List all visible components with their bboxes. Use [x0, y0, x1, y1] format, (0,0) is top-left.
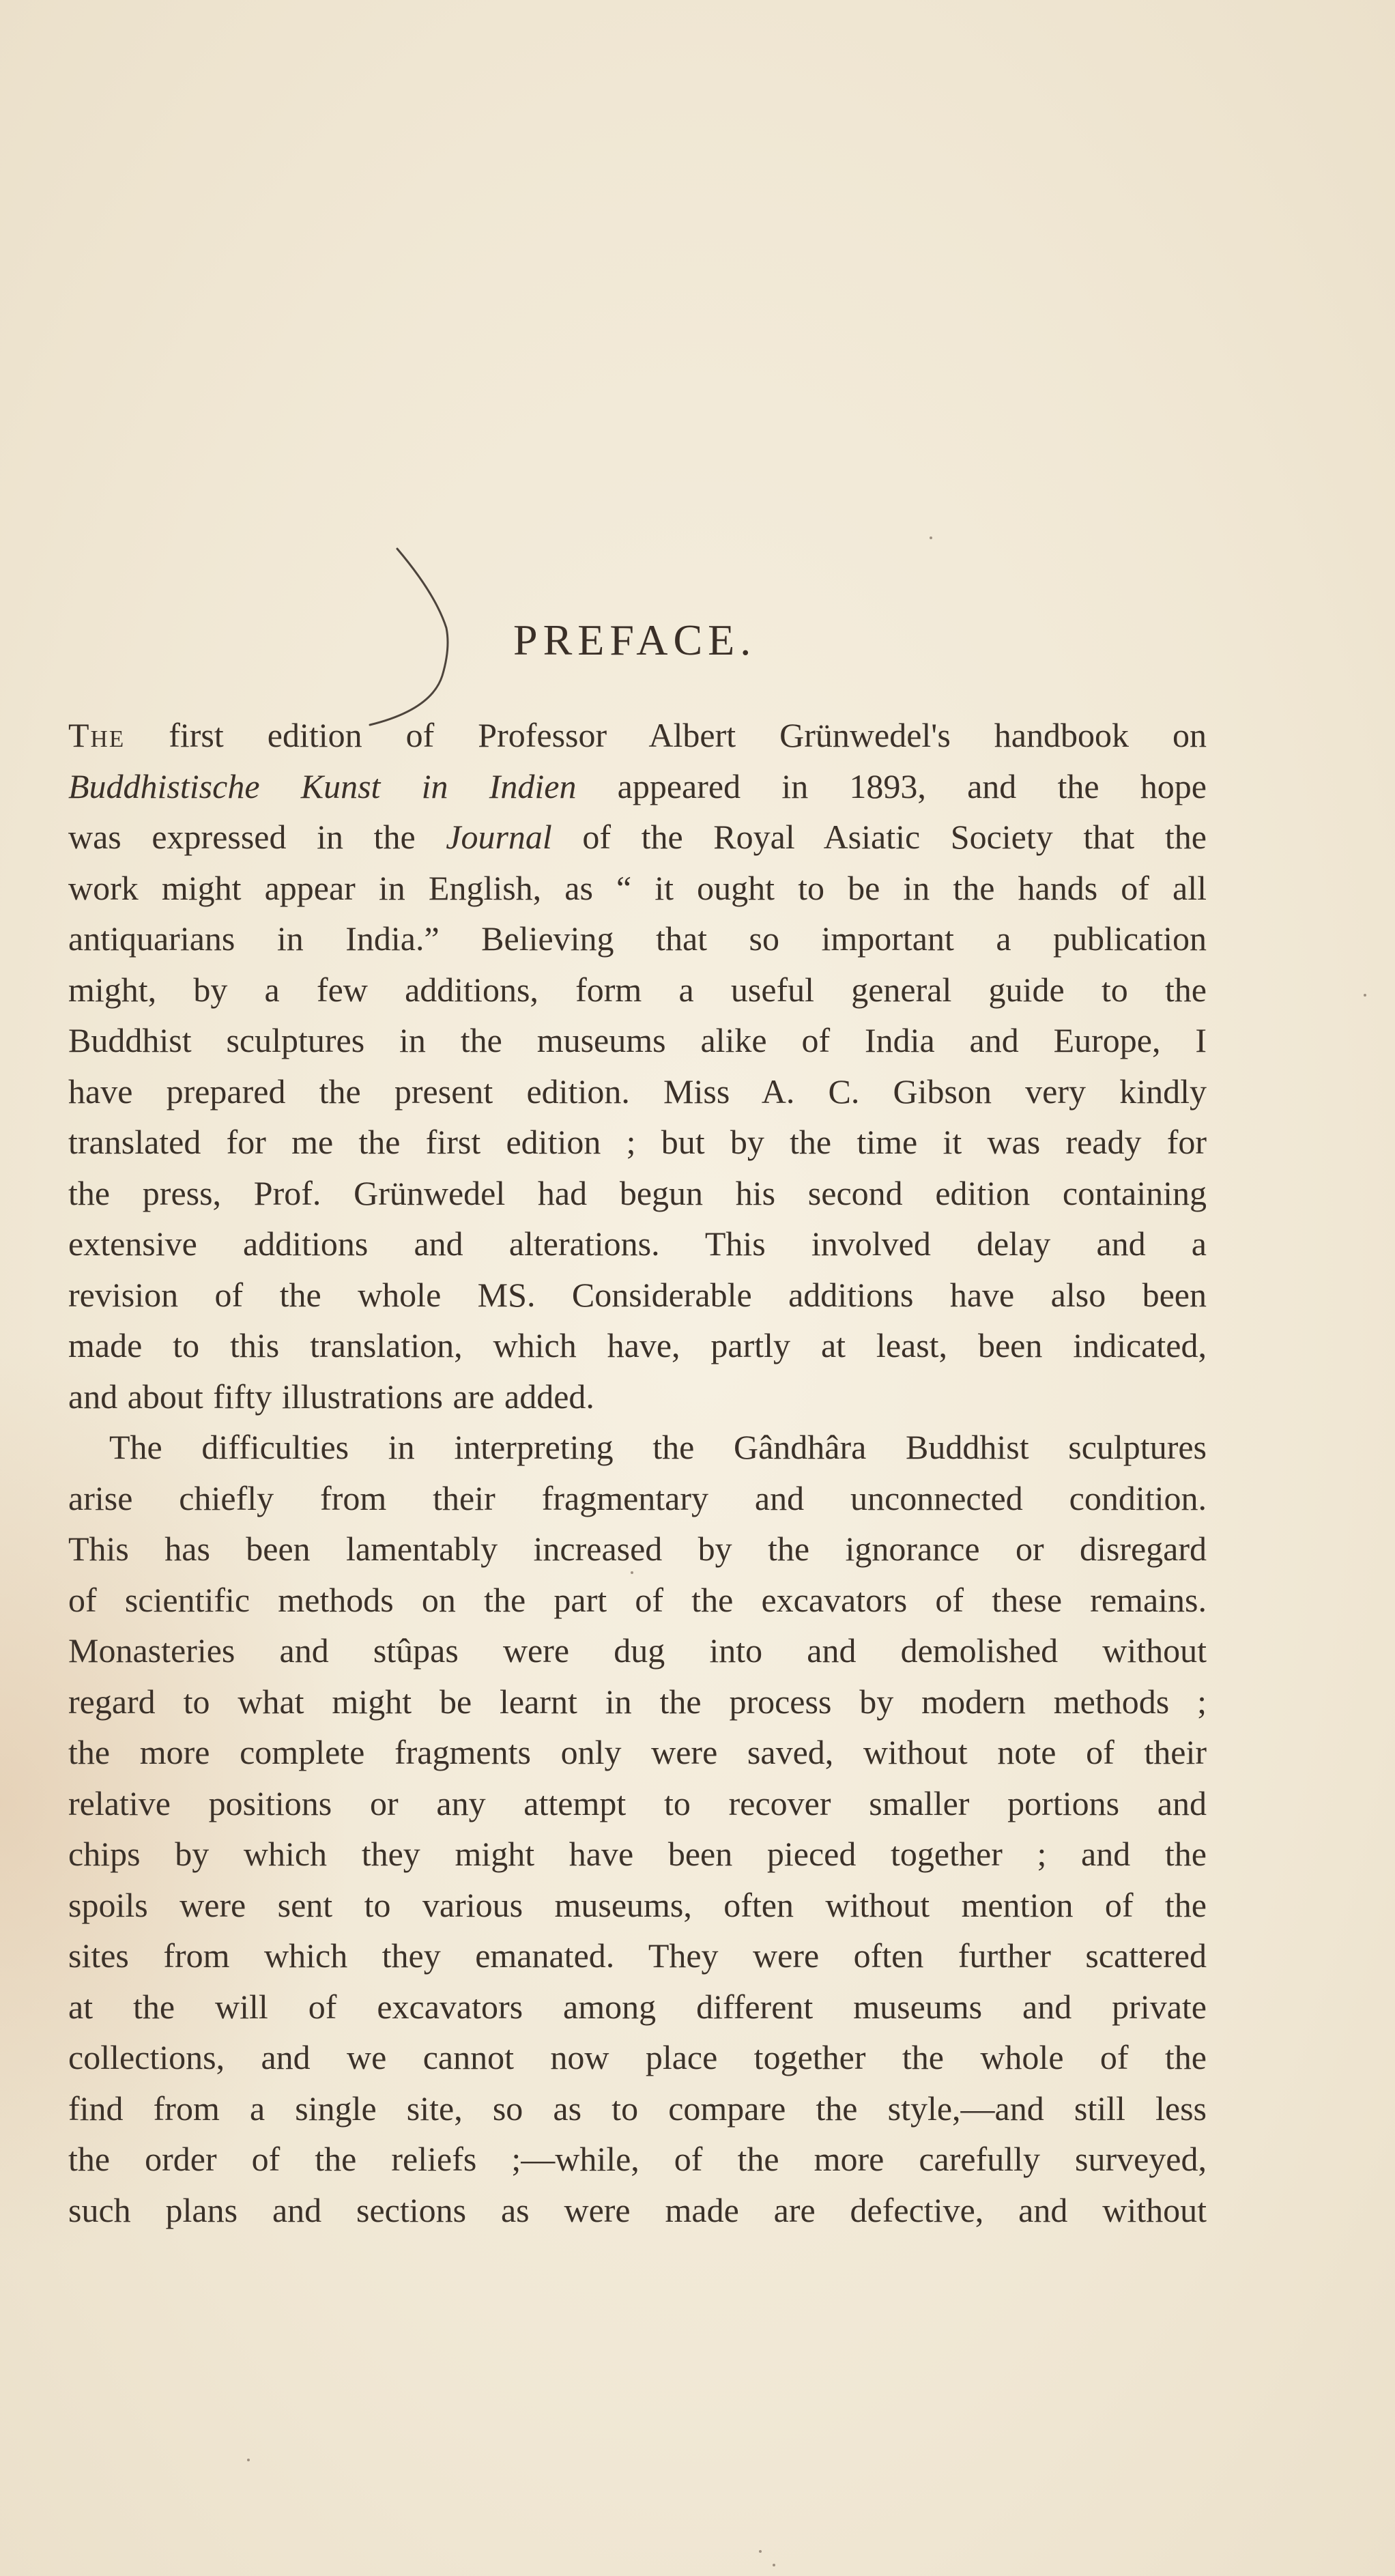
text-line: the press, Prof. Grünwedel had begun his second edition containing — [68, 1173, 1207, 1212]
text-line — [68, 710, 1207, 761]
text-line: revision of the whole MS. Considerable additions have also been — [68, 1275, 1207, 1314]
text-line: antiquarians in India.” Believing that so important a publication — [68, 919, 1207, 958]
text-segment: appeared in 1893, and the hope — [576, 767, 1207, 805]
text-line: of scientific methods on the part of the excavators of these remains. — [68, 1580, 1207, 1619]
text-line: extensive additions and alterations. This involved delay and a — [68, 1225, 1207, 1263]
book-title: Buddhistische Kunst in Indien — [68, 767, 577, 805]
text-line — [68, 761, 1207, 812]
text-line: the more complete fragments only were saved, without note of their — [68, 1733, 1207, 1771]
text-line: at the will of excavators among different museums and private — [68, 1987, 1207, 2026]
paper-speck — [930, 536, 932, 539]
text-line: This has been lamentably increased by the ignorance or disregard — [68, 1530, 1207, 1568]
paper-speck — [1364, 994, 1366, 997]
text-line: chips by which they might have been pieced together ; and the — [68, 1835, 1207, 1873]
text-line — [68, 812, 1207, 863]
text-segment: first edition of Professor Albert Grünwedel's handbook on — [125, 716, 1207, 754]
text-line: Monasteries and stûpas were dug into and demolished without — [68, 1631, 1207, 1670]
text-line: relative positions or any attempt to recover smaller portions and — [68, 1784, 1207, 1822]
text-line: work might appear in English, as “ it ought to be in the hands of all — [68, 868, 1207, 907]
text-line: might, by a few additions, form a useful general guide to the — [68, 970, 1207, 1009]
text-line: The difficulties in interpreting the Gândhâra Buddhist sculptures — [109, 1428, 1207, 1466]
text-line: have prepared the present edition. Miss A. C. Gibson very kindly — [68, 1072, 1207, 1111]
text-line: regard to what might be learnt in the process by modern methods ; — [68, 1682, 1207, 1721]
text-line: collections, and we cannot now place together the whole of the — [68, 2038, 1207, 2076]
text-line: made to this translation, which have, partly at least, been indicated, — [68, 1326, 1207, 1364]
paper-speck — [631, 1571, 633, 1574]
text-line: and about fifty illustrations are added. — [68, 1377, 594, 1416]
paper-speck — [247, 2459, 250, 2461]
text-line: sites from which they emanated. They were often further scattered — [68, 1936, 1207, 1975]
text-line: Buddhist sculptures in the museums alike of India and Europe, I — [68, 1021, 1207, 1059]
text-segment: of the Royal Asiatic Society that the — [551, 818, 1207, 856]
text-line: such plans and sections as were made are defective, and without — [68, 2190, 1207, 2229]
text-line: find from a single site, so as to compare the style,—and still less — [68, 2089, 1207, 2128]
journal-title: Journal — [446, 818, 552, 856]
paper-speck — [759, 2550, 762, 2553]
paper-speck — [773, 2564, 775, 2566]
text-line: the order of the reliefs ;—while, of the more carefully surveyed, — [68, 2140, 1207, 2178]
text-segment: was expressed in the — [68, 818, 446, 856]
text-line: spoils were sent to various museums, often without mention of the — [68, 1885, 1207, 1924]
drop-word: The — [68, 716, 126, 754]
preface-body — [68, 710, 1207, 2235]
text-line: translated for me the first edition ; but by the time it was ready for — [68, 1123, 1207, 1161]
text-line: arise chiefly from their fragmentary and unconnected condition. — [68, 1478, 1207, 1517]
page-title: PREFACE. — [513, 615, 757, 664]
